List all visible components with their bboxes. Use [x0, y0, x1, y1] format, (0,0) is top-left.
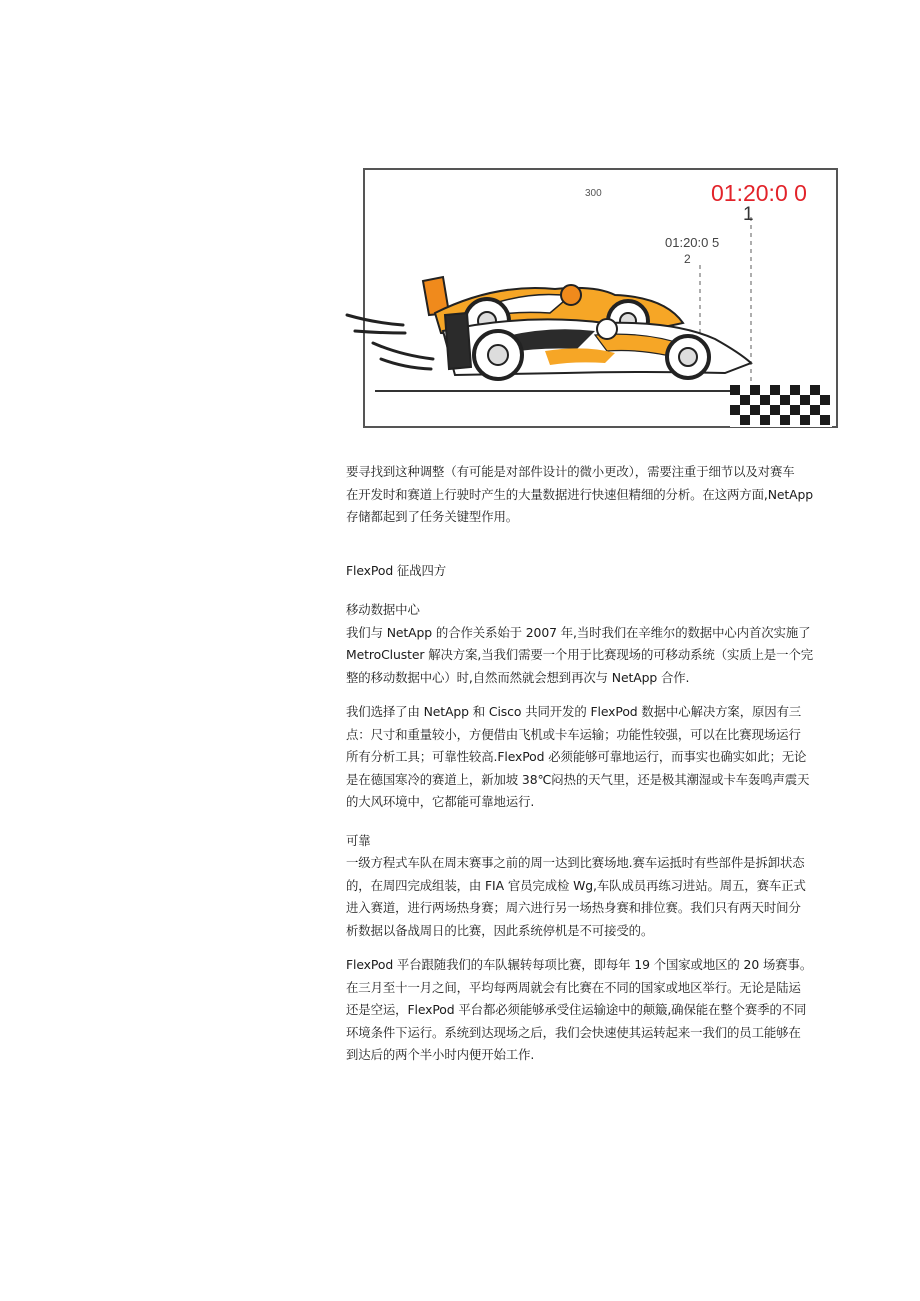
- paragraph-flexpod-choice: 我们选择了由 NetApp 和 Cisco 共同开发的 FlexPod 数据中心解决方案，原因有三 点：尺寸和重量较小，方便借由飞机或卡车运输；功能性较强，可以在比赛现场运行 所有分析工具；可靠性较高.FlexPod 必须能够可靠地运行，而事实也确实如此；无论 是在德国寒冷的赛道上，新加坡 38℃闷热的天气里，还是极其潮湿或卡车轰鸣声震天 的大风环境中，它都能可靠地运行.: [346, 704, 810, 809]
- article-body: [346, 461, 816, 1067]
- intro-paragraph: 要寻找到这种调整（有可能是对部件设计的微小更改），需要注重于细节以及对赛车 在开发时和赛道上行驶时产生的大量数据进行快速但精细的分析。在这两方面,NetApp 存储都起到了任务关键型作用。: [346, 464, 814, 524]
- paragraph-flexpod-travel: FlexPod 平台跟随我们的车队辗转每项比赛，即每年 19 个国家或地区的 20 场赛事。 在三月至十一月之间，平均每两周就会有比赛在不同的国家或地区举行。无论是陆运 还是空运，FlexPod 平台都必须能够承受住运输途中的颠簸,确保能在整个赛季的不同 环境条件下运行。系统到达现场之后，我们会快速使其运转起来一我们的员工能够在 到达后的两个半小时内便开始工作.: [346, 957, 813, 1062]
- section-heading: FlexPod 征战四方: [346, 562, 447, 578]
- timer-second: 01:20:0 5: [665, 235, 720, 250]
- paragraph-netapp-partnership: 我们与 NetApp 的合作关系始于 2007 年,当时我们在辛维尔的数据中心内首次实施了 MetroCluster 解决方案,当我们需要一个用于比赛现场的可移动系统（实质上是一个完 整的移动数据中心）时,自然而然就会想到再次与 NetApp 合作.: [346, 624, 814, 685]
- subheading-mobile-datacenter: 移动数据中心: [346, 602, 420, 617]
- speed-label: 300: [585, 188, 602, 199]
- position-2-label: 2: [684, 252, 691, 266]
- subheading-reliable: 可靠: [346, 832, 371, 848]
- timer-main: 01:20:0 0: [711, 180, 807, 206]
- paragraph-race-weekend: 一级方程式车队在周末赛事之前的周一达到比赛场地.赛车运抵时有些部件是拆卸状态 的，在周四完成组装，由 FIA 官员完成检 Wg,车队成员再练习进站。周五，赛车正式 进入赛道，进行两场热身赛；周六进行另一场热身赛和排位赛。我们只有两天时间分 析数据以备战周日的比赛，因此系统停机是不可接受的。: [346, 855, 806, 938]
- race-car-illustration: [345, 163, 840, 435]
- position-1-label: 1: [743, 204, 754, 225]
- checkered-flag-icon: [730, 385, 832, 427]
